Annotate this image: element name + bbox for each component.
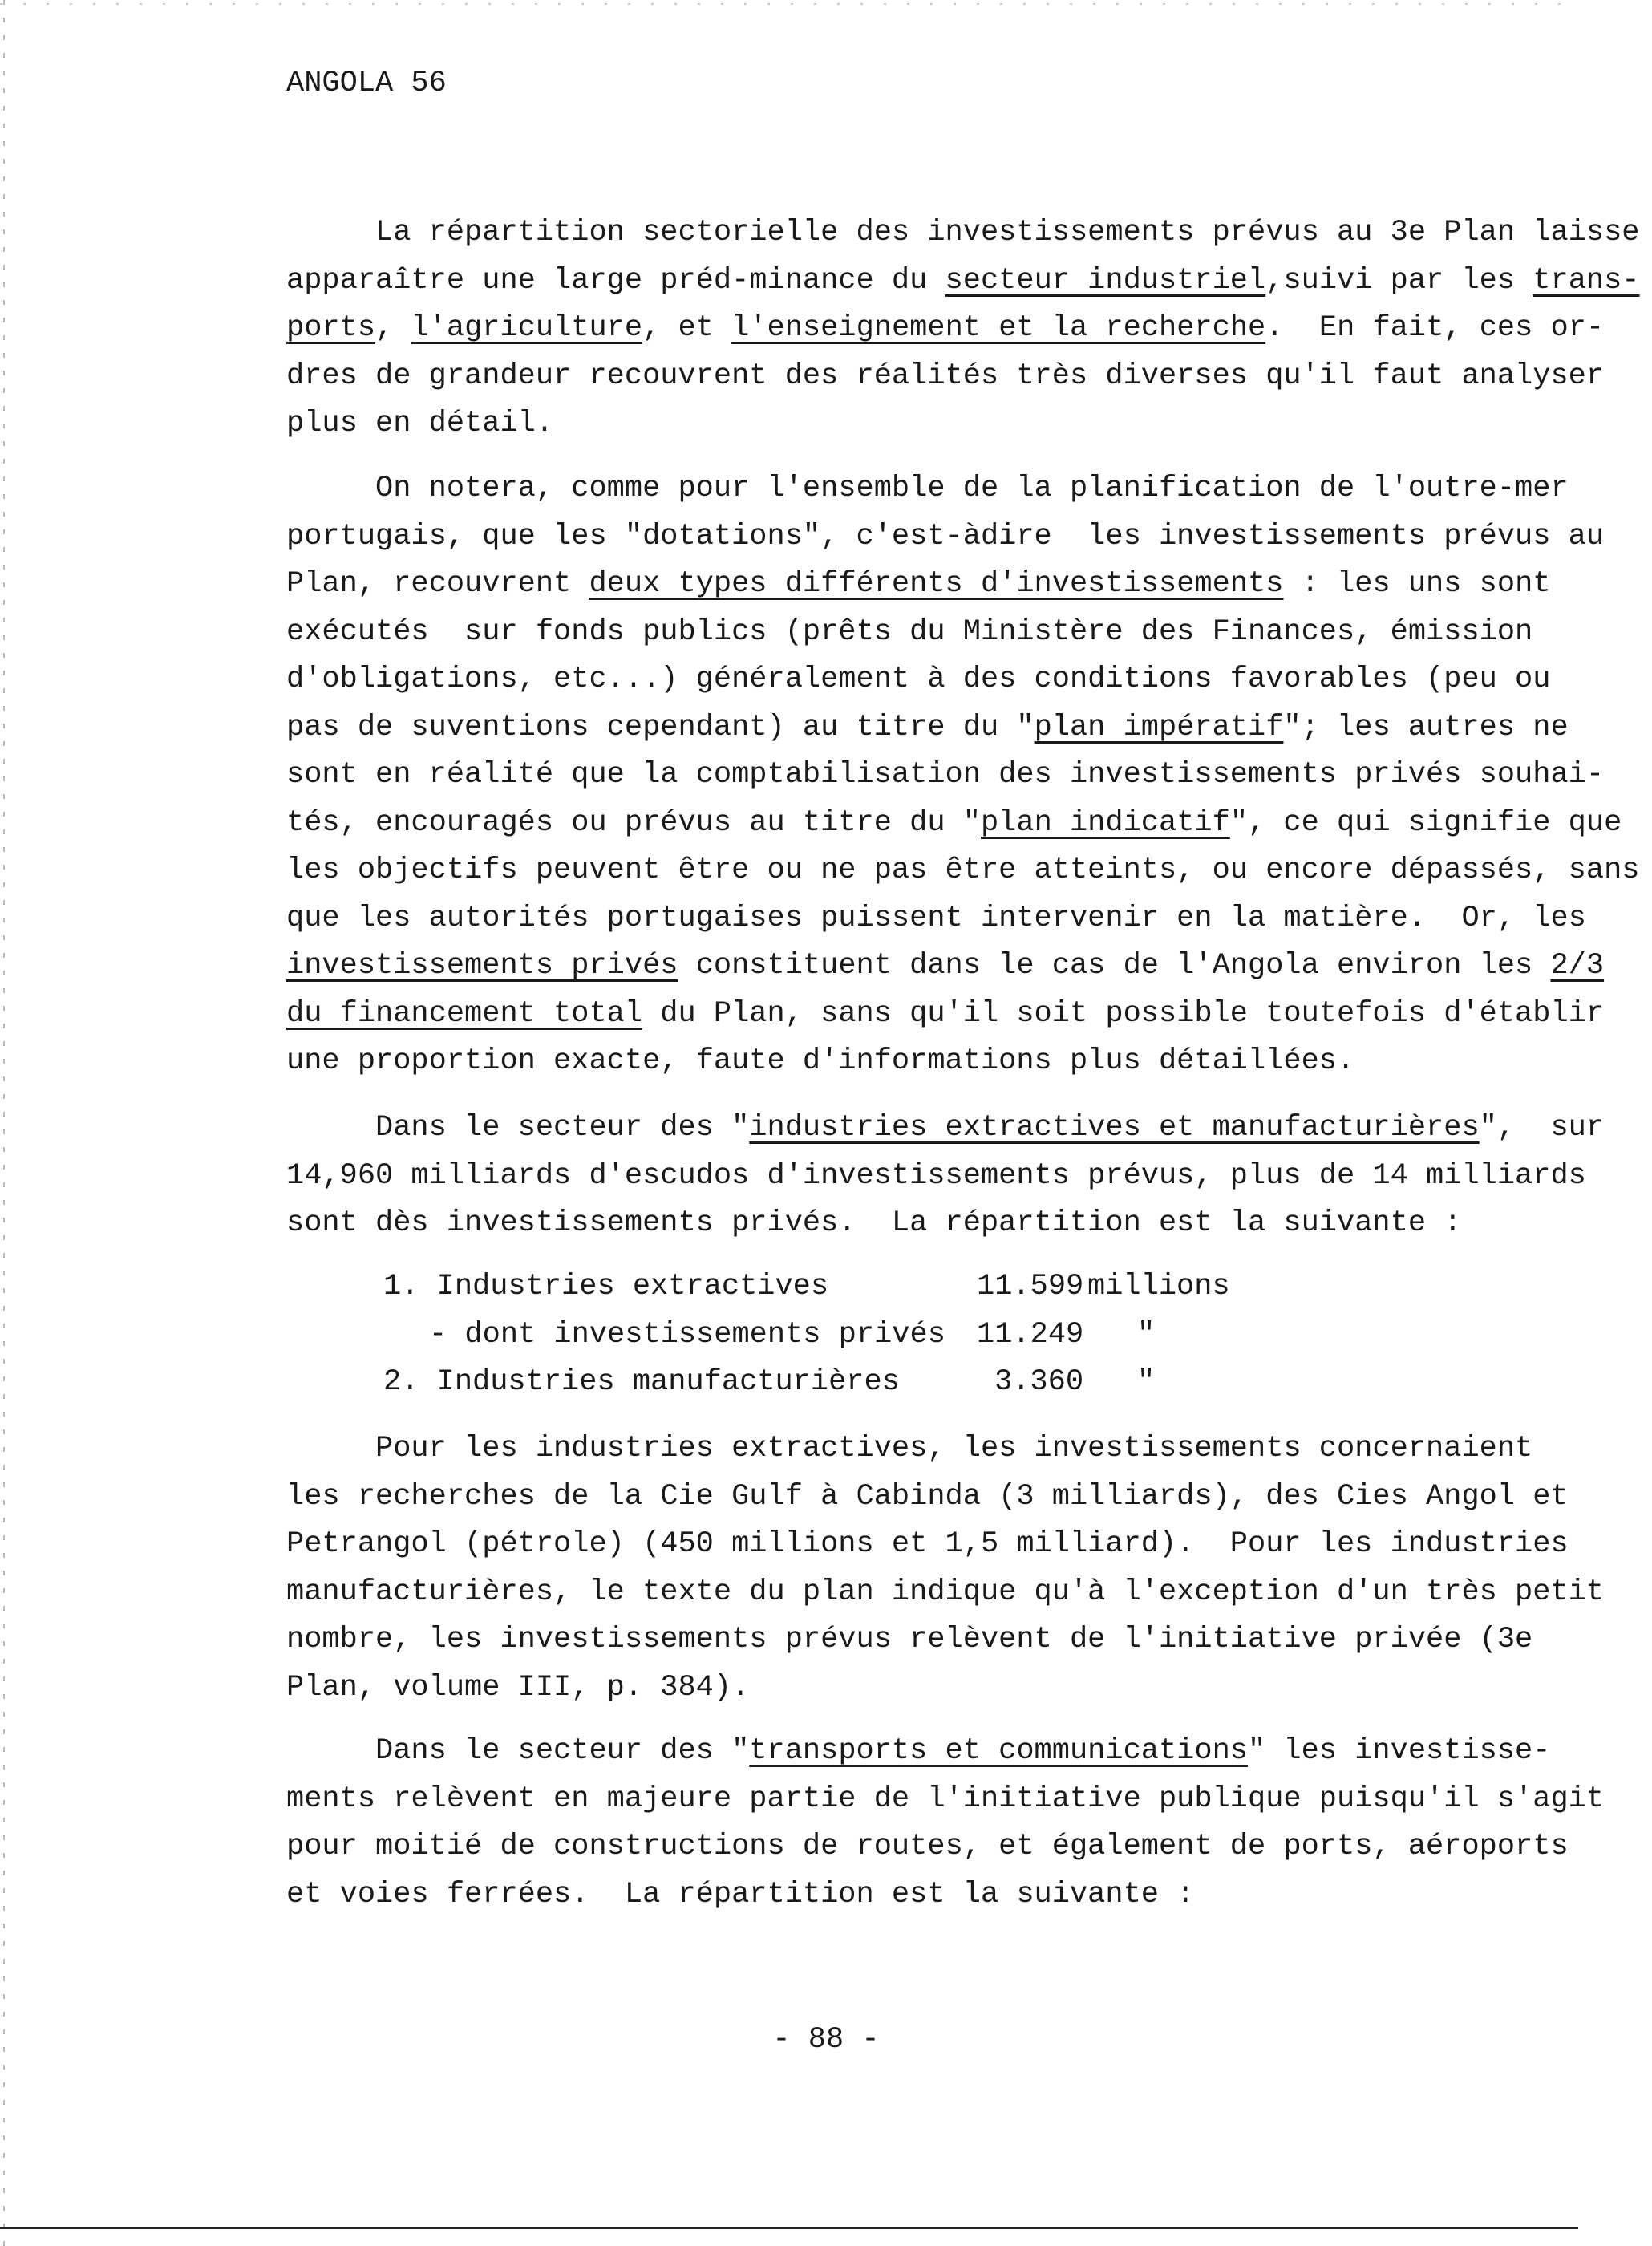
text-line [286, 1871, 1604, 1920]
text-line [286, 1153, 1604, 1201]
text-segment: et voies ferrées. La répartition est la suivante : [286, 1877, 1195, 1912]
text-segment: du Plan, sans qu'il soit possible toutefois d'établir [642, 996, 1605, 1031]
text-segment: ments relèvent en majeure partie de l'initiative publique puisqu'il s'agit [286, 1782, 1605, 1816]
text-line [286, 1521, 1604, 1569]
text-line [286, 1474, 1604, 1522]
text-segment: 14,960 milliards d'escudos d'investissements prévus, plus de 14 milliards [286, 1158, 1586, 1193]
underlined-text: trans- [1533, 263, 1640, 298]
breakdown-label: - dont investissements privés [429, 1317, 945, 1352]
text-segment: Plan, volume III, p. 384). [286, 1670, 750, 1705]
underlined-text: secteur industriel [945, 263, 1266, 298]
scan-edge [3, 0, 5, 2246]
text-segment: On notera, comme pour l'ensemble de la planification de l'outre-mer [286, 472, 1569, 505]
breakdown-unit: " [1137, 1317, 1156, 1352]
text-segment: sont en réalité que la comptabilisation des investissements privés souhai- [286, 758, 1605, 792]
text-segment: que les autorités portugaises puissent intervenir en la matière. Or, les [286, 901, 1586, 935]
scan-artifact [0, 3, 1578, 5]
text-line [286, 1823, 1604, 1871]
text-segment: sont dès investissements privés. La répartition est la suivante : [286, 1206, 1462, 1240]
page-number: - 88 - [772, 2023, 880, 2057]
text-line [286, 465, 1639, 513]
text-line [286, 561, 1639, 609]
text-line [286, 752, 1639, 800]
text-segment: " les investisse- [1248, 1734, 1551, 1768]
text-segment: : les uns sont [1283, 567, 1551, 601]
text-line [286, 895, 1639, 943]
underlined-text: industries extractives et manufacturières [749, 1111, 1480, 1145]
text-line [286, 257, 1640, 306]
text-segment: tés, encouragés ou prévus au titre du " [286, 805, 981, 840]
text-segment: , et [642, 311, 732, 345]
paragraph-sector-distribution [286, 209, 1640, 448]
breakdown-value: 11.249 [977, 1317, 1084, 1352]
text-segment: exécutés sur fonds publics (prêts du Ministère des Finances, émission [286, 614, 1533, 649]
text-segment: Petrangol (pétrole) (450 millions et 1,5 milliard). Pour les industries [286, 1527, 1569, 1561]
text-segment: La répartition sectorielle des investissements prévus au 3e Plan laisse [286, 216, 1640, 249]
underlined-text: ports [286, 311, 376, 345]
text-segment: , [375, 311, 411, 345]
text-line [286, 704, 1639, 752]
text-line [286, 1105, 1604, 1153]
underlined-text: plan impératif [1034, 710, 1284, 744]
text-line [286, 656, 1639, 704]
paragraph-investment-types [286, 465, 1639, 1086]
paragraph-extractive-industries [286, 1105, 1604, 1248]
underlined-text: 2/3 [1550, 949, 1605, 983]
text-segment: constituent dans le cas de l'Angola environ les [678, 949, 1551, 983]
breakdown-value: 3.360 [994, 1365, 1084, 1399]
text-line [286, 1569, 1604, 1617]
text-segment: ", ce qui signifie que [1229, 805, 1622, 840]
text-line [286, 1200, 1604, 1248]
underlined-text: transports et communications [749, 1734, 1248, 1768]
text-segment: Dans le secteur des " [286, 1734, 750, 1768]
text-segment: pour moitié de constructions de routes, et également de ports, aéroports [286, 1830, 1569, 1863]
text-line [286, 800, 1639, 848]
text-line [286, 991, 1639, 1039]
text-line [286, 847, 1639, 895]
text-segment: Dans le secteur des " [286, 1111, 750, 1145]
breakdown-value: 11.599 [977, 1270, 1084, 1303]
breakdown-label: 1. Industries extractives [383, 1270, 829, 1303]
breakdown-label: 2. Industries manufacturières [383, 1365, 900, 1399]
text-line [286, 1616, 1604, 1664]
text-line [286, 943, 1639, 991]
text-segment: . En fait, ces or- [1265, 311, 1605, 345]
text-line [286, 353, 1640, 401]
text-line [286, 305, 1640, 353]
underlined-text: deux types différents d'investissements [589, 567, 1284, 601]
text-line [286, 1776, 1604, 1824]
text-segment: pas de suventions cependant) au titre du " [286, 710, 1035, 744]
text-line [286, 1425, 1604, 1474]
text-segment: portugais, que les "dotations", c'est-àdire les investissements prévus au [286, 519, 1605, 553]
text-segment: les objectifs peuvent être ou ne pas être atteints, ou encore dépassés, sans [286, 853, 1640, 887]
text-segment: d'obligations, etc...) généralement à des conditions favorables (peu ou [286, 663, 1551, 696]
text-segment: ", sur [1479, 1111, 1605, 1145]
text-segment: manufacturières, le texte du plan indique qu'à l'exception d'un très petit [286, 1575, 1605, 1609]
underlined-text: l'agriculture [411, 311, 643, 345]
text-line [286, 1664, 1604, 1713]
text-line [286, 609, 1639, 657]
breakdown-unit: " [1137, 1365, 1156, 1399]
underlined-text: du financement total [286, 996, 643, 1031]
text-line [286, 1038, 1639, 1086]
text-line [286, 513, 1639, 562]
paragraph-transport [286, 1728, 1604, 1919]
text-segment: une proportion exacte, faute d'informations plus détaillées. [286, 1044, 1355, 1078]
text-segment: apparaître une large préd-minance du [286, 263, 945, 298]
text-line [286, 209, 1640, 257]
underlined-text: l'enseignement et la recherche [731, 311, 1266, 345]
text-segment: "; les autres ne [1283, 710, 1569, 744]
breakdown-unit: millions [1087, 1270, 1230, 1303]
text-segment: nombre, les investissements prévus relèvent de l'initiative privée (3e [286, 1623, 1533, 1656]
text-segment: Pour les industries extractives, les investissements concernaient [286, 1432, 1533, 1466]
text-line [286, 1728, 1604, 1776]
text-segment: ,suivi par les [1265, 263, 1533, 298]
underlined-text: investissements privés [286, 949, 678, 983]
text-line [286, 400, 1640, 448]
page-header: ANGOLA 56 [286, 67, 447, 100]
bottom-rule [0, 2227, 1578, 2229]
text-segment: dres de grandeur recouvrent des réalités très diverses qu'il faut analyser [286, 359, 1605, 393]
paragraph-extractive-details [286, 1425, 1604, 1712]
text-segment: Plan, recouvrent [286, 567, 589, 601]
text-segment: plus en détail. [286, 407, 554, 440]
text-segment: les recherches de la Cie Gulf à Cabinda (3 milliards), des Cies Angol et [286, 1479, 1569, 1514]
underlined-text: plan indicatif [980, 805, 1230, 840]
